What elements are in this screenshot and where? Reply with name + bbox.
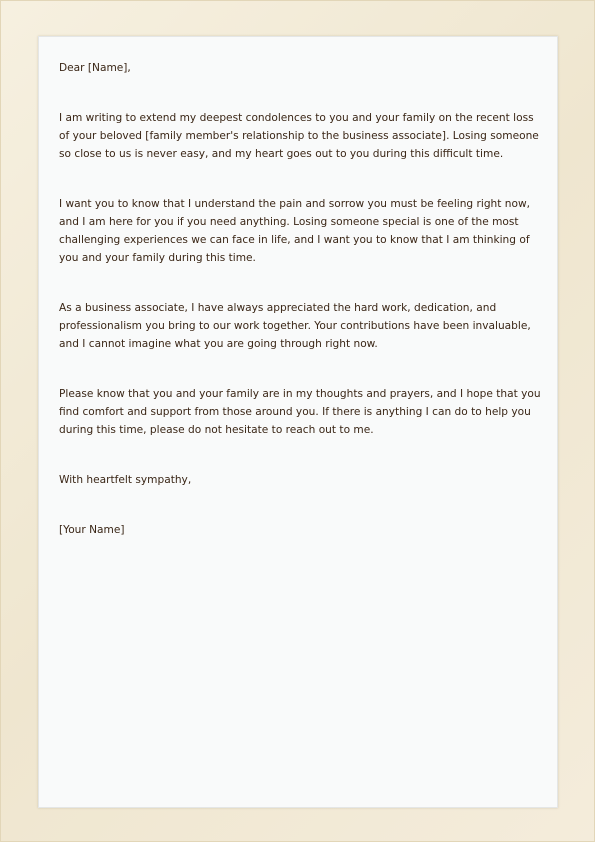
letter-body (59, 59, 545, 539)
paragraph-1: I am writing to extend my deepest condolences to you and your family on the recent loss of your beloved [family member's relationship to the business associate]. Losing someone so close to us is never easy, and my heart goes out to you during this difficult time. (59, 112, 539, 160)
closing: With heartfelt sympathy, (59, 474, 192, 486)
letter-paper (38, 36, 558, 808)
signature: [Your Name] (59, 524, 125, 536)
salutation: Dear [Name], (59, 62, 131, 74)
paragraph-4: Please know that you and your family are in my thoughts and prayers, and I hope that you find comfort and support from those around you. If there is anything I can do to help you during this time, please do not hesitate to reach out to me. (59, 388, 541, 436)
paragraph-3: As a business associate, I have always appreciated the hard work, dedication, and professionalism you bring to our work together. Your contributions have been invaluable, and I cannot imagine what you are going through right now. (59, 302, 531, 350)
paragraph-2: I want you to know that I understand the pain and sorrow you must be feeling right now, and I am here for you if you need anything. Losing someone special is one of the most challenging experiences we can face in life, and I want you to know that I am thinking of you and your family during this time. (59, 198, 531, 264)
